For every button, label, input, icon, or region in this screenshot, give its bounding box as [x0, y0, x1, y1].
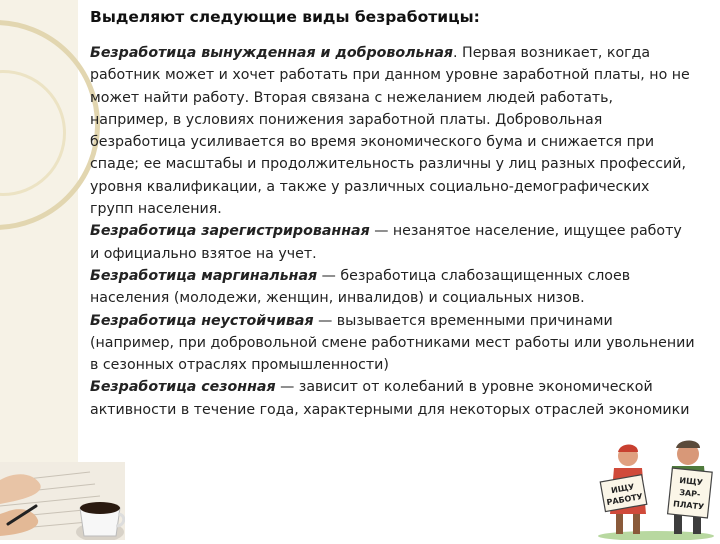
svg-text:ПЛАТУ: ПЛАТУ	[672, 499, 705, 512]
definition-marginal: — безработица слабозащищенных слоев населения (молодежи, женщин, инвалидов) и социальных низов.	[90, 267, 631, 307]
definition-seasonal: — зависит от колебаний в уровне экономической активности в течение года, характерными для некоторых отраслей экономики	[90, 379, 690, 418]
paragraph-voluntary	[90, 42, 695, 220]
term-marginal: Безработица маргинальная	[90, 267, 318, 284]
definition-voluntary: . Первая возникает, когда работник может и хочет работать при данном уровне заработной платы, но не может найти работу. Вторая связана с нежеланием людей работать, например, в условиях понижения заработной платы. Добровольная безработица усиливается во время экономического бума и снижается при спаде; ее масштабы и продолжительность различны у лиц разных профессий, уровня квалификации, а также у различных социально-демографических групп населения.	[90, 45, 690, 218]
paragraph-marginal	[90, 265, 695, 310]
cartoon-job-seekers	[592, 440, 720, 540]
cartoon-illustration	[592, 440, 720, 540]
photo-hands-coffee	[0, 462, 125, 540]
svg-text:ЗАР-: ЗАР-	[678, 487, 701, 500]
svg-text:ИЩУ: ИЩУ	[678, 475, 704, 488]
paragraph-unstable	[90, 310, 695, 377]
slide-body	[90, 42, 695, 421]
term-voluntary: Безработица вынужденная и добровольная	[90, 45, 454, 61]
paragraph-seasonal	[90, 376, 695, 421]
term-seasonal: Безработица сезонная	[90, 379, 276, 396]
photo-illustration	[0, 462, 125, 540]
paragraph-registered	[90, 220, 695, 265]
definition-unstable: — вызывается временными причинами (например, при добровольной смене работниками мест работы или увольнении в сезонных отраслях промышленности)	[90, 312, 695, 374]
svg-text:ИЩУ: ИЩУ	[610, 482, 636, 496]
term-unstable: Безработица неустойчивая	[90, 312, 314, 329]
slide-heading: Выделяют следующие виды безработицы:	[90, 8, 480, 26]
definition-registered: — незанятое население, ищущее работу и официально взятое на учет.	[90, 223, 682, 262]
svg-text:РАБОТУ: РАБОТУ	[605, 491, 644, 508]
term-registered: Безработица зарегистрированная	[90, 223, 370, 240]
